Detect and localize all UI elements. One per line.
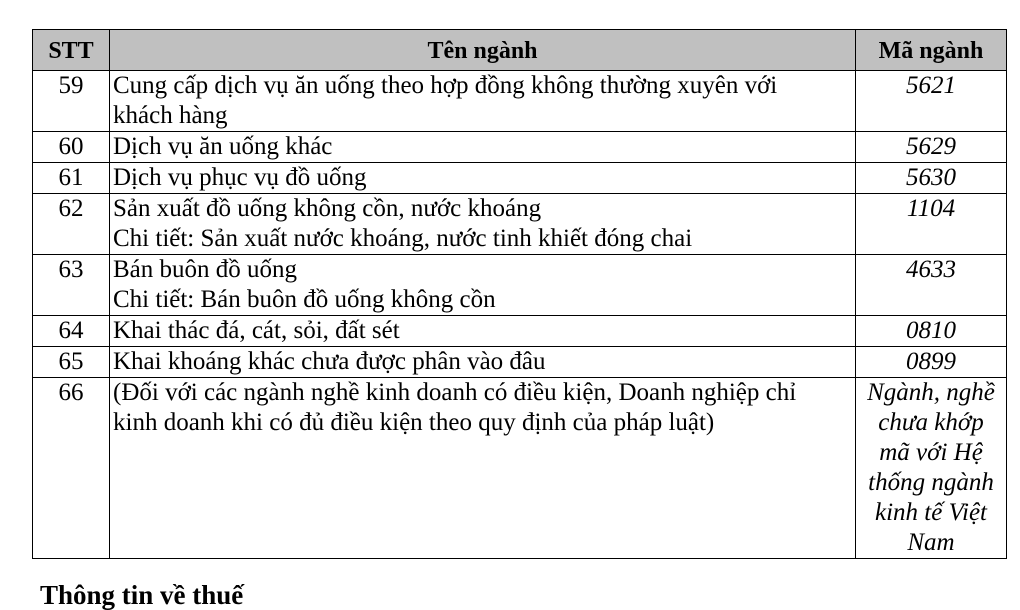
table-row [33, 132, 1007, 163]
row-code: 5630 [856, 163, 1007, 194]
row-name [110, 255, 856, 316]
business-lines-table [32, 29, 1007, 559]
header-name: Tên ngành [110, 30, 856, 71]
row-name-line: Dịch vụ ăn uống khác [113, 133, 333, 160]
table-row [33, 316, 1007, 347]
row-code: 5629 [856, 132, 1007, 163]
table-row [33, 347, 1007, 378]
row-name [110, 378, 856, 559]
row-name-line: Khai thác đá, cát, sỏi, đất sét [113, 317, 400, 344]
table-row [33, 255, 1007, 316]
row-code: 0899 [856, 347, 1007, 378]
row-code: 5621 [856, 71, 1007, 132]
row-name [110, 71, 856, 132]
table-header-row [33, 30, 1007, 71]
row-stt: 59 [33, 71, 110, 132]
section-heading-cutoff: Thông tin về thuế [40, 580, 244, 610]
row-name-line: Cung cấp dịch vụ ăn uống theo hợp đồng không thường xuyên với [113, 72, 778, 99]
row-name-line: Sản xuất đồ uống không cồn, nước khoáng [113, 195, 542, 222]
table-row [33, 378, 1007, 559]
table-row [33, 194, 1007, 255]
table-row [33, 71, 1007, 132]
row-stt: 60 [33, 132, 110, 163]
code-note-line: thống ngành [868, 469, 994, 496]
header-stt: STT [33, 30, 110, 71]
row-name-line: Khai khoáng khác chưa được phân vào đâu [113, 348, 546, 375]
row-name-line: Bán buôn đồ uống [113, 256, 298, 283]
row-stt: 64 [33, 316, 110, 347]
row-name-line: khách hàng [113, 102, 228, 129]
code-note-line: mã với Hệ [879, 439, 983, 466]
row-name-line: Chi tiết: Sản xuất nước khoáng, nước tinh khiết đóng chai [113, 225, 693, 252]
row-name-line: Dịch vụ phục vụ đồ uống [113, 164, 367, 191]
row-code: 1104 [856, 194, 1007, 255]
row-name-line: Chi tiết: Bán buôn đồ uống không cồn [113, 286, 496, 313]
code-note-line: kinh tế Việt [875, 499, 987, 526]
row-stt: 66 [33, 378, 110, 559]
row-stt: 65 [33, 347, 110, 378]
row-name [110, 194, 856, 255]
row-name [110, 316, 856, 347]
row-name [110, 132, 856, 163]
row-stt: 63 [33, 255, 110, 316]
row-stt: 62 [33, 194, 110, 255]
header-code: Mã ngành [856, 30, 1007, 71]
row-code: 4633 [856, 255, 1007, 316]
row-stt: 61 [33, 163, 110, 194]
row-name-line: (Đối với các ngành nghề kinh doanh có điều kiện, Doanh nghiệp chỉ [113, 379, 797, 406]
code-note-line: Nam [907, 529, 955, 556]
row-name-line: kinh doanh khi có đủ điều kiện theo quy định của pháp luật) [113, 409, 715, 436]
row-name [110, 163, 856, 194]
code-note-line: chưa khớp [878, 409, 984, 436]
row-name [110, 347, 856, 378]
row-code: 0810 [856, 316, 1007, 347]
row-code-note [856, 378, 1007, 559]
table-row [33, 163, 1007, 194]
code-note-line: Ngành, nghề [867, 379, 995, 406]
